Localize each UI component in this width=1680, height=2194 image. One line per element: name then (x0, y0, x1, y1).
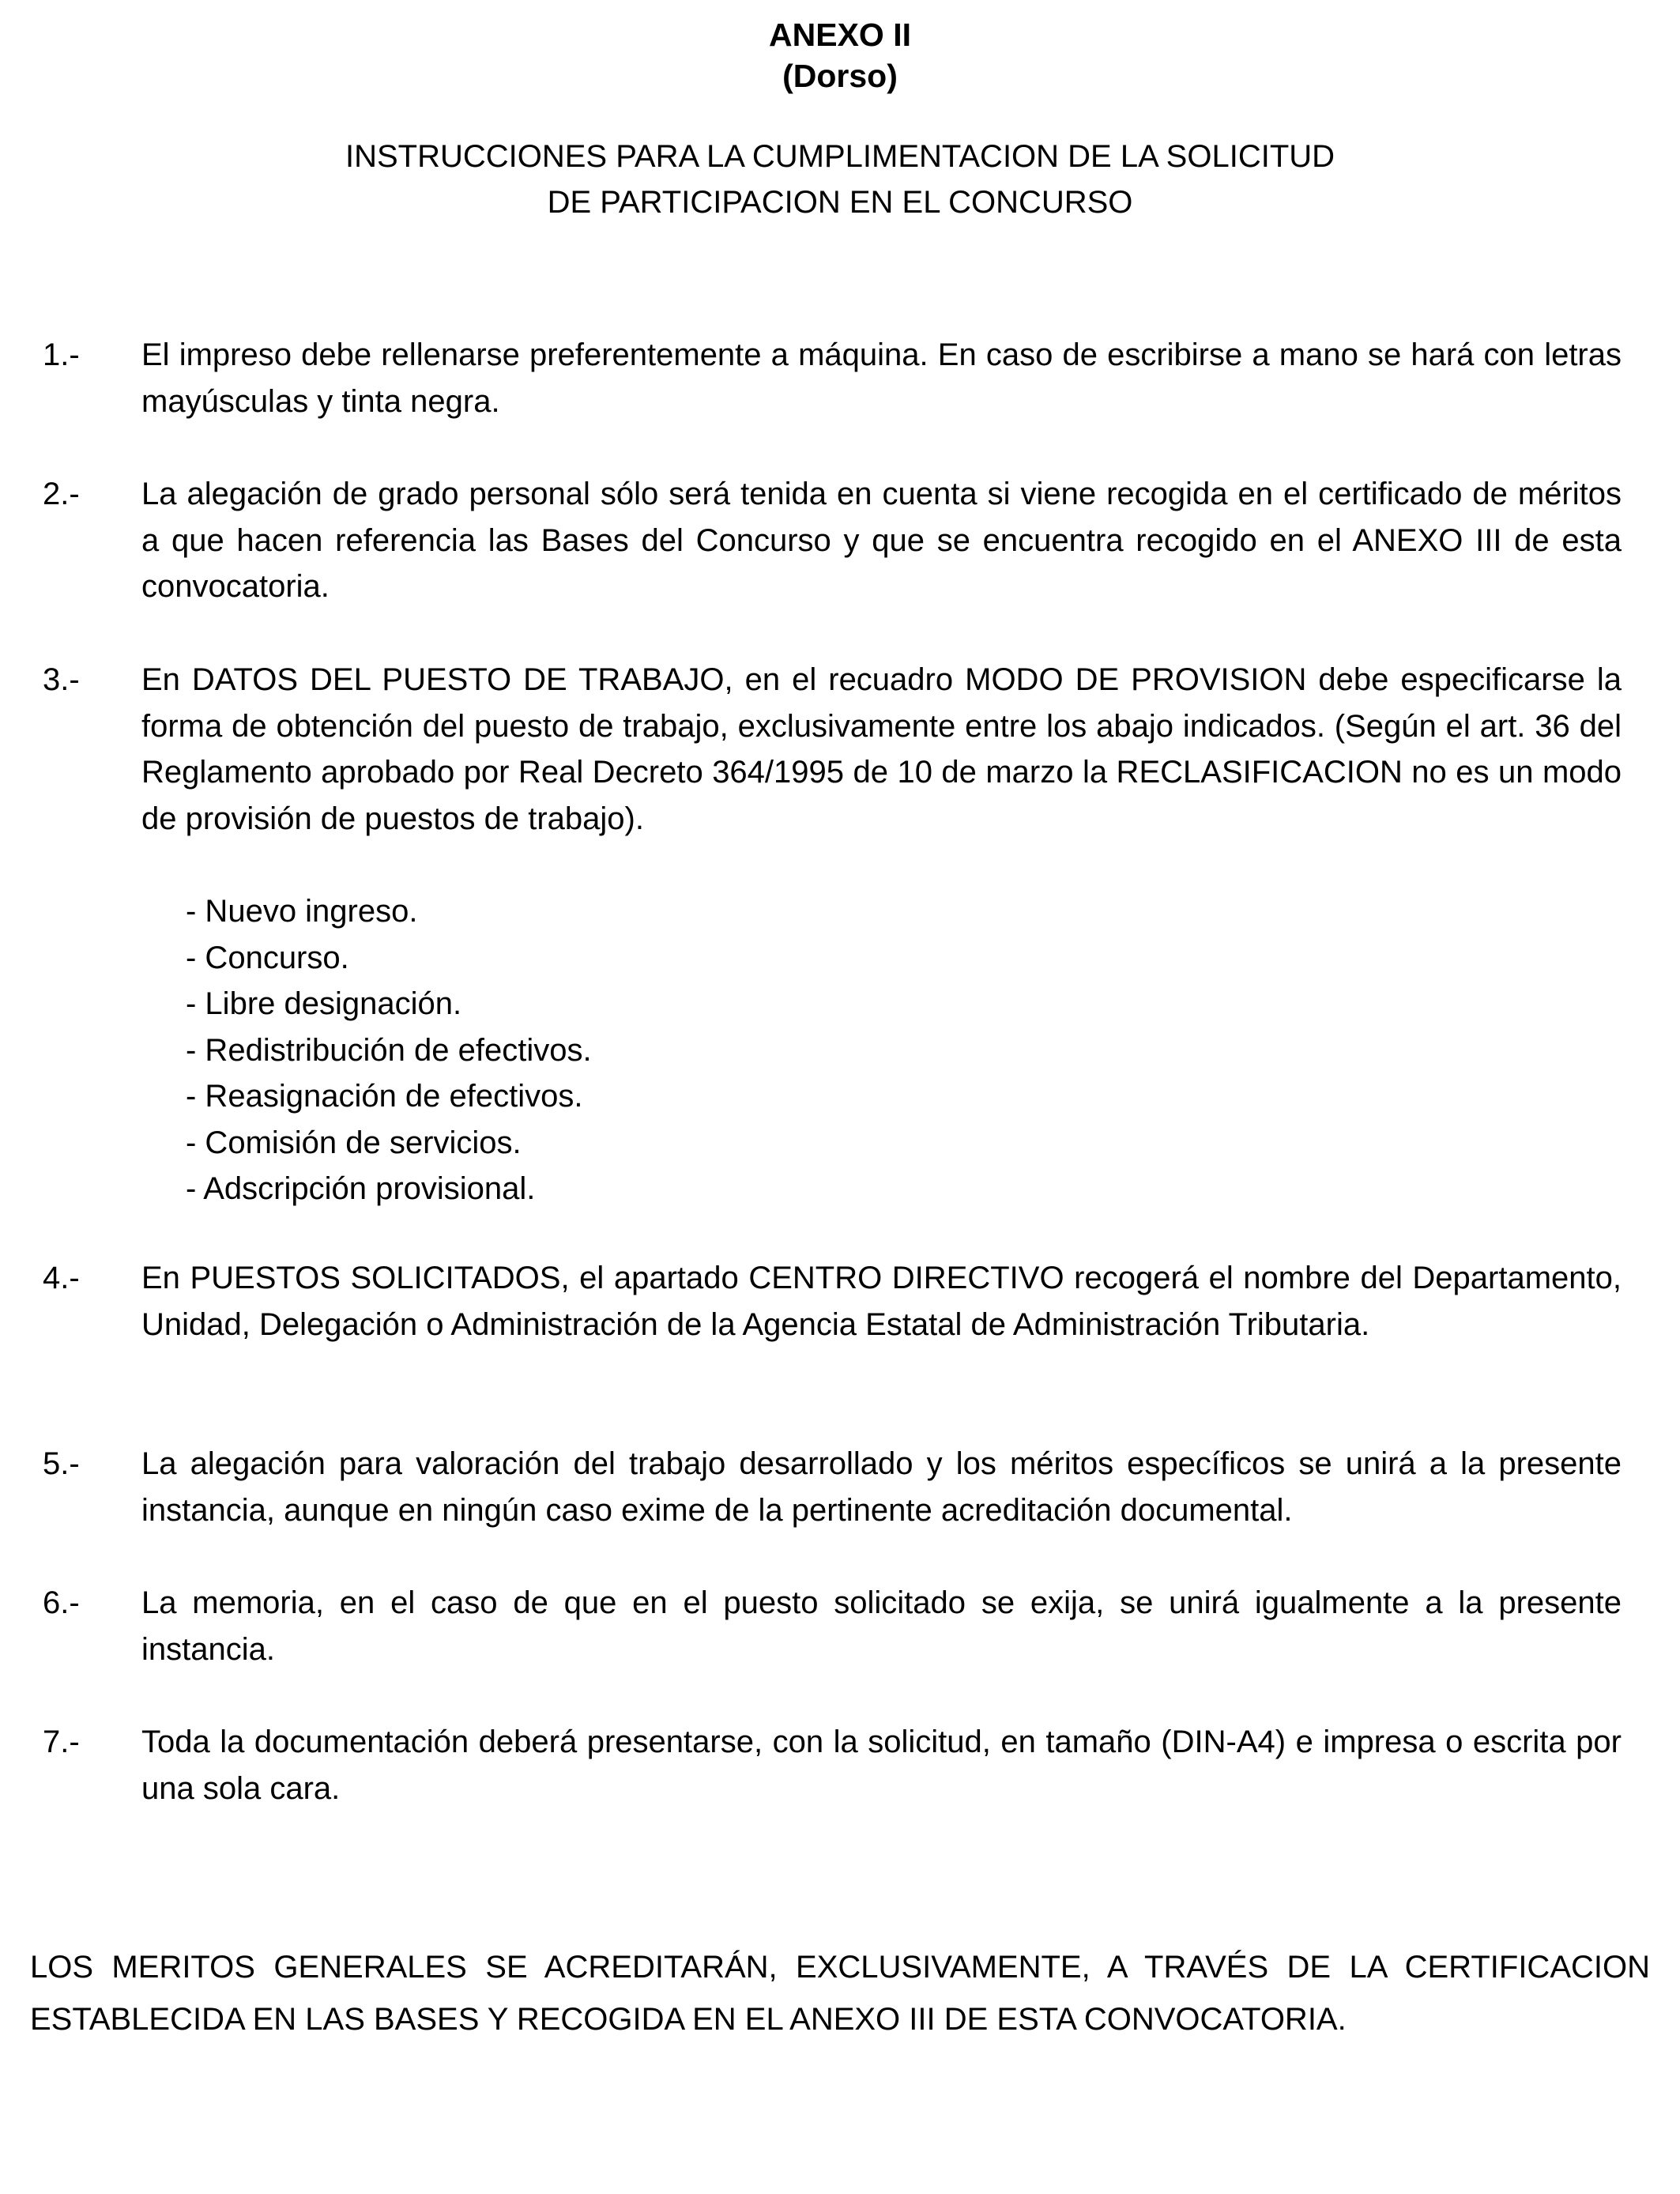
provision-modes-list (186, 888, 592, 1212)
item-number: 4.- (43, 1261, 80, 1295)
annex-title: ANEXO II (769, 17, 911, 53)
footer-note: LOS MERITOS GENERALES SE ACREDITARÁN, EXCLUSIVAMENTE, A TRAVÉS DE LA CERTIFICACION ESTABLECIDA EN LAS BASES Y RECOGIDA EN EL ANEXO III DE ESTA CONVOCATORIA. (30, 1950, 1650, 2037)
item-number: 7.- (43, 1725, 80, 1759)
list-item: - Concurso. (186, 940, 349, 975)
item-text: En PUESTOS SOLICITADOS, el apartado CENTRO DIRECTIVO recogerá el nombre del Departamento, Unidad, Delegación o Administración de la Agencia Estatal de Administración Tributaria. (141, 1261, 1622, 1342)
list-item: - Redistribución de efectivos. (186, 1032, 592, 1068)
item-number: 5.- (43, 1446, 80, 1481)
item-text: El impreso debe rellenarse preferentemente a máquina. En caso de escribirse a mano se hará con letras mayúsculas y tinta negra. (141, 337, 1622, 419)
heading-line-1: INSTRUCCIONES PARA LA CUMPLIMENTACION DE LA SOLICITUD (345, 139, 1335, 174)
list-item: - Reasignación de efectivos. (186, 1079, 583, 1114)
list-item: - Comisión de servicios. (186, 1125, 522, 1160)
item-text: La alegación de grado personal sólo será tenida en cuenta si viene recogida en el certificado de méritos a que hacen referencia las Bases del Concurso y que se encuentra recogido en el ANEXO III de esta convocatoria. (141, 477, 1622, 604)
item-number: 6.- (43, 1585, 80, 1620)
list-item: - Nuevo ingreso. (186, 894, 418, 929)
item-text: La alegación para valoración del trabajo desarrollado y los méritos específicos se unirá a la presente instancia, aunque en ningún caso exime de la pertinente acreditación documental. (141, 1446, 1622, 1528)
list-item: - Adscripción provisional. (186, 1171, 536, 1206)
item-number: 3.- (43, 662, 80, 697)
item-number: 2.- (43, 477, 80, 511)
item-number: 1.- (43, 337, 80, 372)
item-text: La memoria, en el caso de que en el puesto solicitado se exija, se unirá igualmente a la presente instancia. (141, 1585, 1622, 1667)
heading-line-2: DE PARTICIPACION EN EL CONCURSO (547, 185, 1133, 220)
annex-side-label: (Dorso) (782, 58, 898, 94)
list-item: - Libre designación. (186, 986, 462, 1021)
item-text: Toda la documentación deberá presentarse, con la solicitud, en tamaño (DIN-A4) e impresa o escrita por una sola cara. (141, 1725, 1622, 1806)
item-text: En DATOS DEL PUESTO DE TRABAJO, en el recuadro MODO DE PROVISION debe especificarse la forma de obtención del puesto de trabajo, exclusivamente entre los abajo indicados. (Según el art. 36 del Reglamento aprobado por Real Decreto 364/1995 de 10 de marzo la RECLASIFICACION no es un modo de provisión de puestos de trabajo). (141, 662, 1622, 836)
